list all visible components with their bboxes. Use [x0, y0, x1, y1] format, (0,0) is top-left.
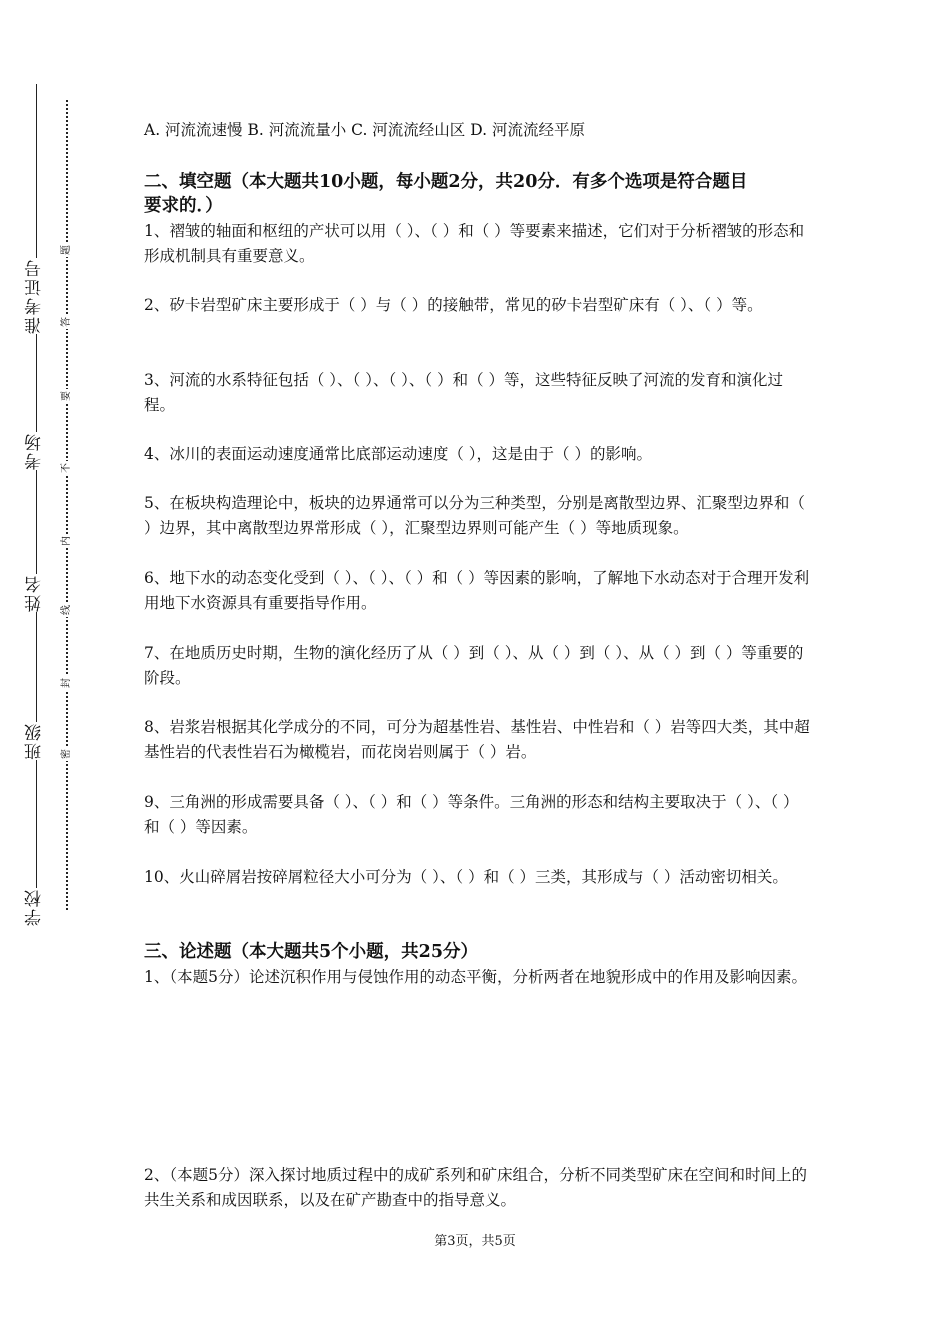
fill-question-1: 1、褶皱的轴面和枢纽的产状可以用（ ）、（ ）和（ ）等要素来描述，它们对于分析褶皱的形态和形成机制具有重要意义。 [144, 222, 805, 265]
fill-question-10: 10、火山碎屑岩按碎屑粒径大小可分为（ ）、（ ）和（ ）三类，其形成与（ ）活动密切相关。 [144, 868, 788, 886]
fill-question-7: 7、在地质历史时期，生物的演化经历了从（ ）到（ ）、从（ ）到（ ）、从（ ）到（ ）等重要的阶段。 [144, 644, 804, 687]
fill-question-2: 2、矽卡岩型矿床主要形成于（ ）与（ ）的接触带，常见的矽卡岩型矿床有（ ）、（ ）等。 [144, 296, 763, 314]
section-2-heading-cont: 要求的．） [144, 196, 223, 216]
seal-char: 题 [61, 245, 72, 255]
essay-question-1: 1、（本题5分）论述沉积作用与侵蚀作用的动态平衡，分析两者在地貌形成中的作用及影响因素。 [144, 968, 807, 986]
fill-question-6: 6、地下水的动态变化受到（ ）、（ ）、（ ）和（ ）等因素的影响，了解地下水动态对于合理开发利用地下水资源具有重要指导作用。 [144, 569, 810, 612]
label-class: 班级 [22, 722, 52, 760]
label-school: 学校 [22, 888, 52, 926]
seal-char: 答 [61, 317, 72, 327]
page-footer: 第3页，共5页 [434, 1234, 516, 1249]
seal-char: 线 [61, 605, 72, 615]
seal-char: 封 [61, 678, 72, 688]
section-3-heading: 三、论述题（本大题共5个小题，共25分） [144, 942, 479, 962]
fill-question-9: 9、三角洲的形成需要具备（ ）、（ ）和（ ）等条件。三角洲的形态和结构主要取决于（ ）、（ ）和（ ）等因素。 [144, 793, 799, 836]
seal-dotted-line [66, 100, 68, 910]
label-exam-room: 考场 [22, 432, 52, 470]
binding-line [36, 84, 37, 924]
fill-question-4: 4、冰川的表面运动速度通常比底部运动速度（ ），这是由于（ ）的影响。 [144, 445, 652, 463]
seal-char: 内 [61, 536, 72, 546]
section-2-heading: 二、填空题（本大题共10小题，每小题2分，共20分．有多个选项是符合题目 [144, 172, 748, 192]
fill-question-8: 8、岩浆岩根据其化学成分的不同，可分为超基性岩、基性岩、中性岩和（ ）岩等四大类，其中超基性岩的代表性岩石为橄榄岩，而花岗岩则属于（ ）岩。 [144, 718, 810, 761]
choice-options: A. 河流流速慢 B. 河流流量小 C. 河流流经山区 D. 河流流经平原 [144, 121, 585, 139]
seal-char: 不 [61, 463, 72, 473]
essay-question-2: 2、（本题5分）深入探讨地质过程中的成矿系列和矿床组合，分析不同类型矿床在空间和时间上的共生关系和成因联系，以及在矿产勘查中的指导意义。 [144, 1166, 807, 1209]
fill-question-5: 5、在板块构造理论中，板块的边界通常可以分为三种类型，分别是离散型边界、汇聚型边界和（ ）边界，其中离散型边界常形成（ ），汇聚型边界则可能产生（ ）等地质现象。 [144, 494, 805, 537]
seal-char: 要 [61, 391, 72, 401]
label-exam-number: 准考证号 [22, 258, 52, 334]
fill-question-3: 3、河流的水系特征包括（ ）、（ ）、（ ）、（ ）和（ ）等，这些特征反映了河流的发育和演化过程。 [144, 371, 783, 414]
label-name: 姓名 [22, 574, 52, 612]
seal-char: 密 [61, 749, 72, 759]
